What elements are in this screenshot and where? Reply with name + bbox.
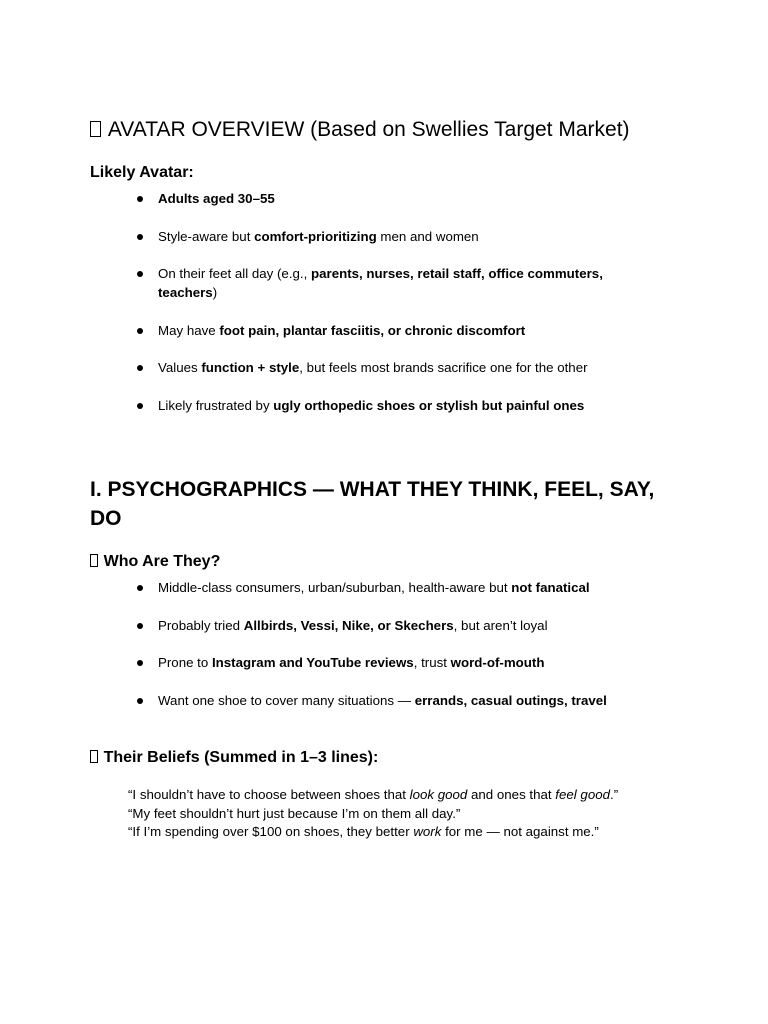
belief-quote: “If I’m spending over $100 on shoes, they better work for me — not against me.” — [128, 824, 599, 839]
list-item: Want one shoe to cover many situations — errands, casual outings, travel — [158, 691, 648, 710]
list-item: Prone to Instagram and YouTube reviews, trust word-of-mouth — [158, 653, 648, 672]
overview-heading-text: AVATAR OVERVIEW (Based on Swellies Target Market) — [107, 118, 630, 141]
list-item: Middle-class consumers, urban/suburban, health-aware but not fanatical — [158, 578, 648, 597]
missing-glyph-icon — [90, 554, 98, 566]
missing-glyph-icon — [90, 121, 101, 137]
belief-quote: “My feet shouldn’t hurt just because I’m on them all day.” — [128, 805, 461, 821]
who-are-they-subheading: Who Are They? — [90, 552, 220, 572]
list-item: Probably tried Allbirds, Vessi, Nike, or Skechers, but aren’t loyal — [158, 616, 648, 635]
who-bullet-list — [158, 578, 648, 728]
missing-glyph-icon — [90, 750, 98, 762]
list-item: On their feet all day (e.g., parents, nurses, retail staff, office commuters, teachers) — [158, 264, 648, 302]
list-item: Style-aware but comfort-prioritizing men and women — [158, 227, 648, 246]
overview-heading — [90, 115, 630, 144]
list-item: Likely frustrated by ugly orthopedic shoes or stylish but painful ones — [158, 396, 648, 415]
list-item: Values function + style, but feels most brands sacrifice one for the other — [158, 358, 648, 377]
list-item: May have foot pain, plantar fasciitis, or chronic discomfort — [158, 321, 648, 340]
list-item: Adults aged 30–55 — [158, 189, 648, 208]
belief-quote: “I shouldn’t have to choose between shoes that look good and ones that feel good.” — [128, 787, 619, 802]
psychographics-heading: I. PSYCHOGRAPHICS — WHAT THEY THINK, FEEL, SAY, DO — [90, 478, 655, 530]
avatar-bullet-list — [158, 189, 648, 433]
beliefs-quotes — [128, 786, 688, 842]
beliefs-subheading: Their Beliefs (Summed in 1–3 lines): — [90, 748, 378, 768]
likely-avatar-subheading: Likely Avatar: — [90, 164, 194, 181]
